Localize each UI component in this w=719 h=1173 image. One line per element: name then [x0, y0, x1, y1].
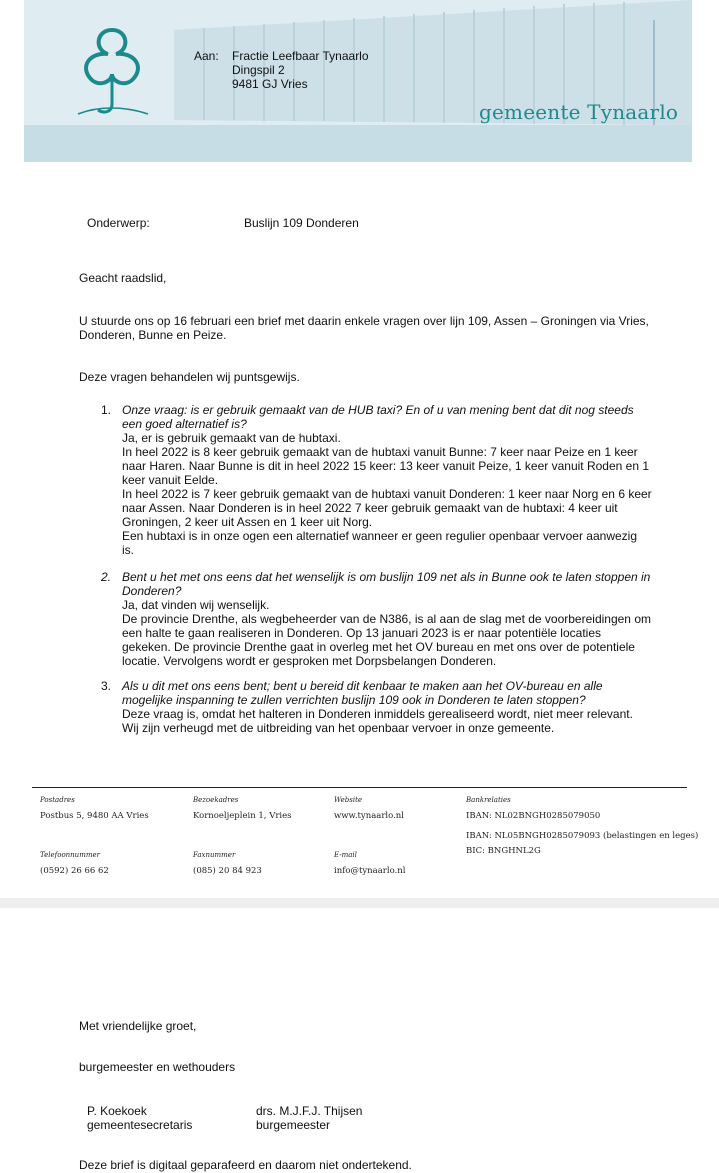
footer-telefoon	[40, 851, 109, 877]
address-line: Dingspil 2	[232, 63, 285, 77]
salutation: Geacht raadslid,	[79, 271, 167, 285]
email-link[interactable]: info@tynaarlo.nl	[334, 866, 406, 876]
footer-value: IBAN: NL05BNGH0285079093 (belastingen en leges)	[466, 831, 699, 841]
footer-value: Postbus 5, 9480 AA Vries	[40, 811, 149, 821]
question-number: 3.	[101, 679, 112, 693]
website-link[interactable]: www.tynaarlo.nl	[334, 811, 404, 821]
footer-value: (0592) 26 66 62	[40, 866, 109, 876]
question-text: Bent u het met ons eens dat het wenselijk is om buslijn 109 net als in Bunne ook te laten stoppen in Donderen?	[122, 570, 651, 598]
signature-block	[256, 1104, 362, 1132]
to-label: Aan:	[194, 49, 219, 63]
footer-divider	[32, 787, 687, 788]
footer-label: Postadres	[40, 796, 75, 804]
signatory-role: gemeentesecretaris	[87, 1118, 193, 1132]
gemeente-logo-icon	[68, 22, 156, 122]
footer-value: (085) 20 84 923	[193, 866, 262, 876]
footer-label: Telefoonnummer	[40, 851, 100, 859]
question-item	[122, 570, 652, 668]
signatory-name: drs. M.J.F.J. Thijsen	[256, 1104, 363, 1118]
signature-block	[87, 1104, 192, 1132]
footer-label: Bankrelaties	[466, 796, 511, 804]
footer-label: Website	[334, 796, 363, 804]
question-number: 2.	[101, 570, 112, 584]
footer-value: Kornoeljeplein 1, Vries	[193, 811, 292, 821]
answer-line: Een hubtaxi is in onze ogen een alternatief wanneer er geen regulier openbaar vervoer aanwezig is.	[122, 529, 638, 557]
answer-line: Wij zijn verheugd met de uitbreiding van het openbaar vervoer in onze gemeente.	[122, 721, 555, 735]
closing-signatories: burgemeester en wethouders	[79, 1060, 236, 1074]
question-item	[122, 403, 652, 557]
answer-line: Ja, er is gebruik gemaakt van de hubtaxi.	[122, 431, 341, 445]
digital-note: Deze brief is digitaal geparafeerd en daarom niet ondertekend.	[79, 1158, 412, 1172]
footer-value: IBAN: NL02BNGH0285079050	[466, 811, 601, 821]
footer-postadres	[40, 796, 149, 822]
closing-greeting: Met vriendelijke groet,	[79, 1019, 197, 1033]
gemeente-brand-name: gemeente Tynaarlo	[479, 100, 679, 124]
intro-paragraph: U stuurde ons op 16 februari een brief met daarin enkele vragen over lijn 109, Assen – Groningen via Vries, Donderen, Bunne en Peize.	[79, 314, 649, 342]
signatory-role: burgemeester	[256, 1118, 331, 1132]
footer-label: E-mail	[334, 851, 357, 859]
address-line: 9481 GJ Vries	[232, 77, 308, 91]
footer-bankrelaties	[466, 796, 698, 857]
page-break	[0, 898, 719, 908]
footer-value: BIC: BNGHNL2G	[466, 846, 541, 856]
answer-line: In heel 2022 is 8 keer gebruik gemaakt van de hubtaxi vanuit Bunne: 7 keer naar Peize en 1 keer naar Haren. Naar Bunne is dit in heel 2022 15 keer: 13 keer vanuit Peize, 1 keer vanuit Roden en 1 keer vanuit Eelde.	[122, 445, 649, 487]
answer-line: Deze vraag is, omdat het halteren in Donderen inmiddels gerealiseerd wordt, niet meer relevant.	[122, 707, 633, 721]
subject-label: Onderwerp:	[87, 216, 150, 230]
question-item	[122, 679, 652, 735]
answer-line: In heel 2022 is 7 keer gebruik gemaakt van de hubtaxi vanuit Donderen: 1 keer naar Norg en 6 keer naar Assen. Naar Donderen is in heel 2022 7 keer gebruik gemaakt van de hubtaxi: 4 keer uit Groningen, 2 keer uit Assen en 1 keer uit Norg.	[122, 487, 652, 529]
footer-website	[334, 796, 404, 822]
footer-label: Bezoekadres	[193, 796, 239, 804]
subject-value: Buslijn 109 Donderen	[244, 216, 359, 230]
question-text: Onze vraag: is er gebruik gemaakt van de HUB taxi? En of u van mening bent dat dit nog steeds een goed alternatief is?	[122, 403, 634, 431]
answer-line: Ja, dat vinden wij wenselijk.	[122, 598, 270, 612]
answer-line: De provincie Drenthe, als wegbeheerder van de N386, is al aan de slag met de voorbereidingen om een halte te gaan realiseren in Donderen. Op 13 januari 2023 is er naar potentiële locaties gekeken. De provincie Drenthe gaat in overleg met het OV bureau en met ons over de potentiele locatie. Vervolgens wordt er gesproken met Dorpsbelangen Donderen.	[122, 612, 651, 668]
signatory-name: P. Koekoek	[87, 1104, 147, 1118]
question-text: Als u dit met ons eens bent; bent u bereid dit kenbaar te maken aan het OV-bureau en alle mogelijke inspanning te zullen verrichten buslijn 109 ook in Donderen te laten stoppen?	[122, 679, 603, 707]
question-number: 1.	[101, 403, 112, 417]
footer-email	[334, 851, 405, 877]
address-line: Fractie Leefbaar Tynaarlo	[232, 49, 369, 63]
footer-fax	[193, 851, 262, 877]
intro-paragraph-2: Deze vragen behandelen wij puntsgewijs.	[79, 370, 300, 384]
footer-bezoekadres	[193, 796, 292, 822]
footer-label: Faxnummer	[193, 851, 236, 859]
